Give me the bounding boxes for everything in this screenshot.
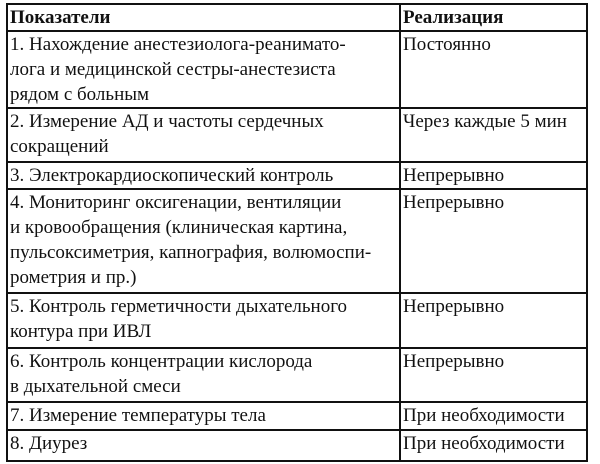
realization-cell: Непрерывно bbox=[400, 348, 587, 402]
indicator-text-line: лога и медицинской сестры-анестезиста bbox=[10, 59, 336, 80]
indicator-text-line: 4. Мониторинг оксигенации, вентиляции bbox=[10, 192, 342, 213]
indicator-text-line: 7. Измерение температуры тела bbox=[10, 405, 266, 426]
indicator-cell bbox=[7, 108, 400, 162]
realization-cell: Непрерывно bbox=[400, 162, 587, 189]
indicator-cell bbox=[7, 348, 400, 402]
indicator-text-line: 2. Измерение АД и частоты сердечных bbox=[10, 111, 324, 132]
realization-cell: При необходимости bbox=[400, 430, 587, 461]
table-row bbox=[7, 430, 587, 461]
table-row bbox=[7, 402, 587, 430]
indicator-text-line: рядом с больным bbox=[10, 84, 150, 105]
table-row bbox=[7, 162, 587, 189]
indicator-text-line: 5. Контроль герметичности дыхательного bbox=[10, 296, 348, 317]
indicator-text-line: и кровообращения (клиническая картина, bbox=[10, 217, 348, 238]
indicator-cell bbox=[7, 31, 400, 108]
monitoring-table bbox=[6, 3, 588, 462]
header-realization: Реализация bbox=[400, 4, 587, 31]
header-indicators: Показатели bbox=[7, 4, 400, 31]
indicator-text-line: рометрия и пр.) bbox=[10, 267, 137, 288]
indicator-cell bbox=[7, 162, 400, 189]
indicator-text-line: в дыхательной смеси bbox=[10, 376, 181, 397]
indicator-text-line: 6. Контроль концентрации кислорода bbox=[10, 351, 313, 372]
indicator-cell bbox=[7, 293, 400, 348]
realization-cell: Через каждые 5 мин bbox=[400, 108, 587, 162]
indicator-text-line: 1. Нахождение анестезиолога-реанимато- bbox=[10, 34, 346, 55]
indicator-text-line: пульсоксиметрия, капнография, волюмоспи- bbox=[10, 242, 372, 263]
indicator-cell bbox=[7, 189, 400, 293]
indicator-text-line: 8. Диурез bbox=[10, 433, 88, 454]
realization-cell: Непрерывно bbox=[400, 293, 587, 348]
realization-cell: Постоянно bbox=[400, 31, 587, 108]
table-row bbox=[7, 31, 587, 108]
realization-cell: При необходимости bbox=[400, 402, 587, 430]
table-row bbox=[7, 293, 587, 348]
header-row bbox=[7, 4, 587, 31]
indicator-cell bbox=[7, 430, 400, 461]
indicator-text-line: 3. Электрокардиоскопический контроль bbox=[10, 165, 334, 186]
table-row bbox=[7, 189, 587, 293]
indicator-text-line: контура при ИВЛ bbox=[10, 321, 152, 342]
table-row bbox=[7, 348, 587, 402]
indicator-text-line: сокращений bbox=[10, 136, 109, 157]
indicator-cell bbox=[7, 402, 400, 430]
table-row bbox=[7, 108, 587, 162]
realization-cell: Непрерывно bbox=[400, 189, 587, 293]
